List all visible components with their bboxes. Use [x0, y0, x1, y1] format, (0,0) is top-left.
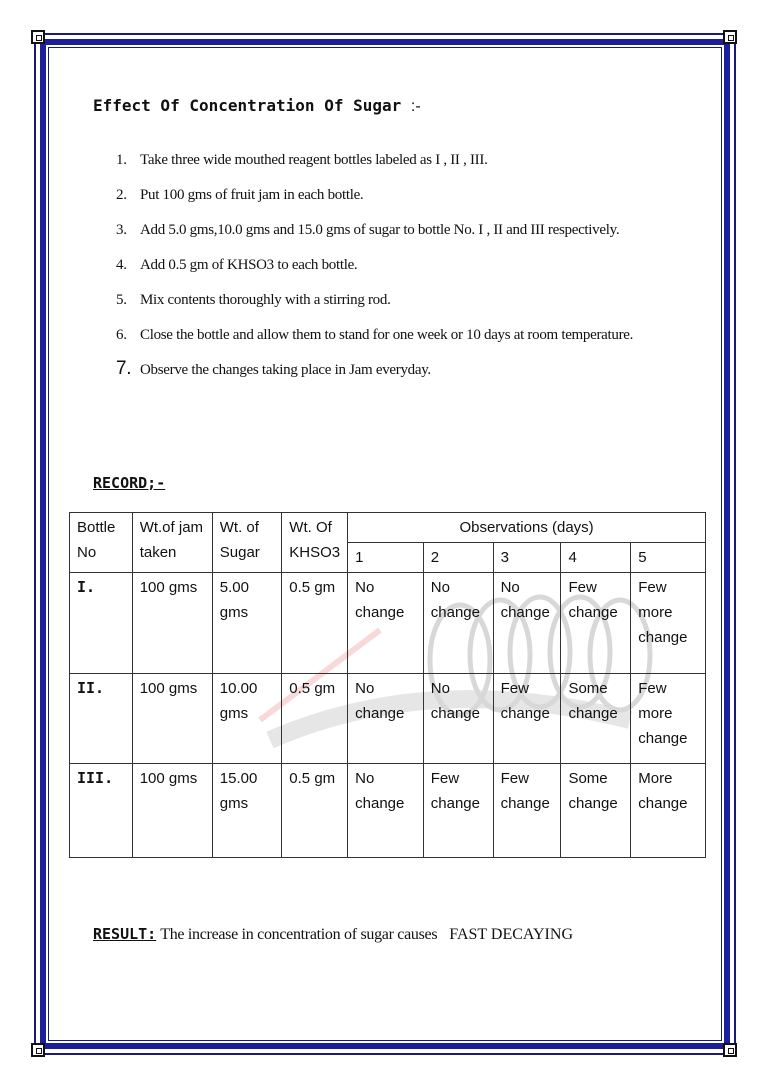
header-day: 3	[493, 543, 561, 573]
corner-ornament-tl	[31, 30, 45, 44]
cell-bottle: II.	[70, 674, 133, 764]
header-bottle-no: Bottle No	[70, 513, 133, 573]
cell-observation: Some change	[561, 764, 631, 858]
cell-observation: Few change	[493, 764, 561, 858]
header-wt-jam: Wt.of jam taken	[132, 513, 212, 573]
result-text: The increase in concentration of sugar causes	[160, 926, 438, 943]
cell-sugar: 10.00 gms	[212, 674, 282, 764]
cell-bottle: III.	[70, 764, 133, 858]
result-emphasis: FAST DECAYING	[449, 926, 573, 943]
cell-observation: Few change	[493, 674, 561, 764]
cell-sugar: 15.00 gms	[212, 764, 282, 858]
cell-jam: 100 gms	[132, 573, 212, 674]
cell-khso3: 0.5 gm	[282, 674, 348, 764]
cell-observation: No change	[493, 573, 561, 674]
header-wt-sugar: Wt. of Sugar	[212, 513, 282, 573]
cell-observation: No change	[348, 764, 424, 858]
step-item: 3. Add 5.0 gms,10.0 gms and 15.0 gms of sugar to bottle No. I , II and III respectively.	[116, 222, 620, 238]
step-item: 4. Add 0.5 gm of KHSO3 to each bottle.	[116, 257, 358, 273]
cell-observation: Few more change	[631, 674, 706, 764]
table-row	[70, 674, 706, 764]
cell-observation: No change	[423, 573, 493, 674]
page-title: Effect Of Concentration Of Sugar :-	[93, 96, 421, 115]
step-item: 6. Close the bottle and allow them to stand for one week or 10 days at room temperature.	[116, 327, 634, 343]
table-row	[70, 573, 706, 674]
cell-sugar: 5.00 gms	[212, 573, 282, 674]
record-table	[69, 512, 706, 858]
corner-ornament-br	[723, 1043, 737, 1057]
cell-jam: 100 gms	[132, 764, 212, 858]
record-heading: RECORD;-	[93, 474, 166, 492]
cell-observation: Few change	[423, 764, 493, 858]
cell-khso3: 0.5 gm	[282, 764, 348, 858]
cell-jam: 100 gms	[132, 674, 212, 764]
header-observations: Observations (days)	[348, 513, 706, 543]
corner-ornament-bl	[31, 1043, 45, 1057]
result-line	[93, 925, 573, 944]
table-row	[70, 764, 706, 858]
cell-khso3: 0.5 gm	[282, 573, 348, 674]
cell-observation: No change	[423, 674, 493, 764]
cell-observation: No change	[348, 674, 424, 764]
header-day: 4	[561, 543, 631, 573]
cell-observation: No change	[348, 573, 424, 674]
cell-observation: More change	[631, 764, 706, 858]
cell-observation: Few more change	[631, 573, 706, 674]
header-day: 1	[348, 543, 424, 573]
header-day: 2	[423, 543, 493, 573]
step-item: 2. Put 100 gms of fruit jam in each bottle.	[116, 187, 364, 203]
step-item: 7. Observe the changes taking place in Jam everyday.	[116, 358, 431, 379]
step-item: 1. Take three wide mouthed reagent bottles labeled as I , II , III.	[116, 152, 488, 168]
cell-observation: Some change	[561, 674, 631, 764]
step-item: 5. Mix contents thoroughly with a stirring rod.	[116, 292, 391, 308]
corner-ornament-tr	[723, 30, 737, 44]
header-wt-khso3: Wt. Of KHSO3	[282, 513, 348, 573]
procedure-steps	[116, 148, 676, 393]
table-header-row	[70, 513, 706, 543]
cell-observation: Few change	[561, 573, 631, 674]
header-day: 5	[631, 543, 706, 573]
result-label: RESULT:	[93, 925, 157, 943]
cell-bottle: I.	[70, 573, 133, 674]
